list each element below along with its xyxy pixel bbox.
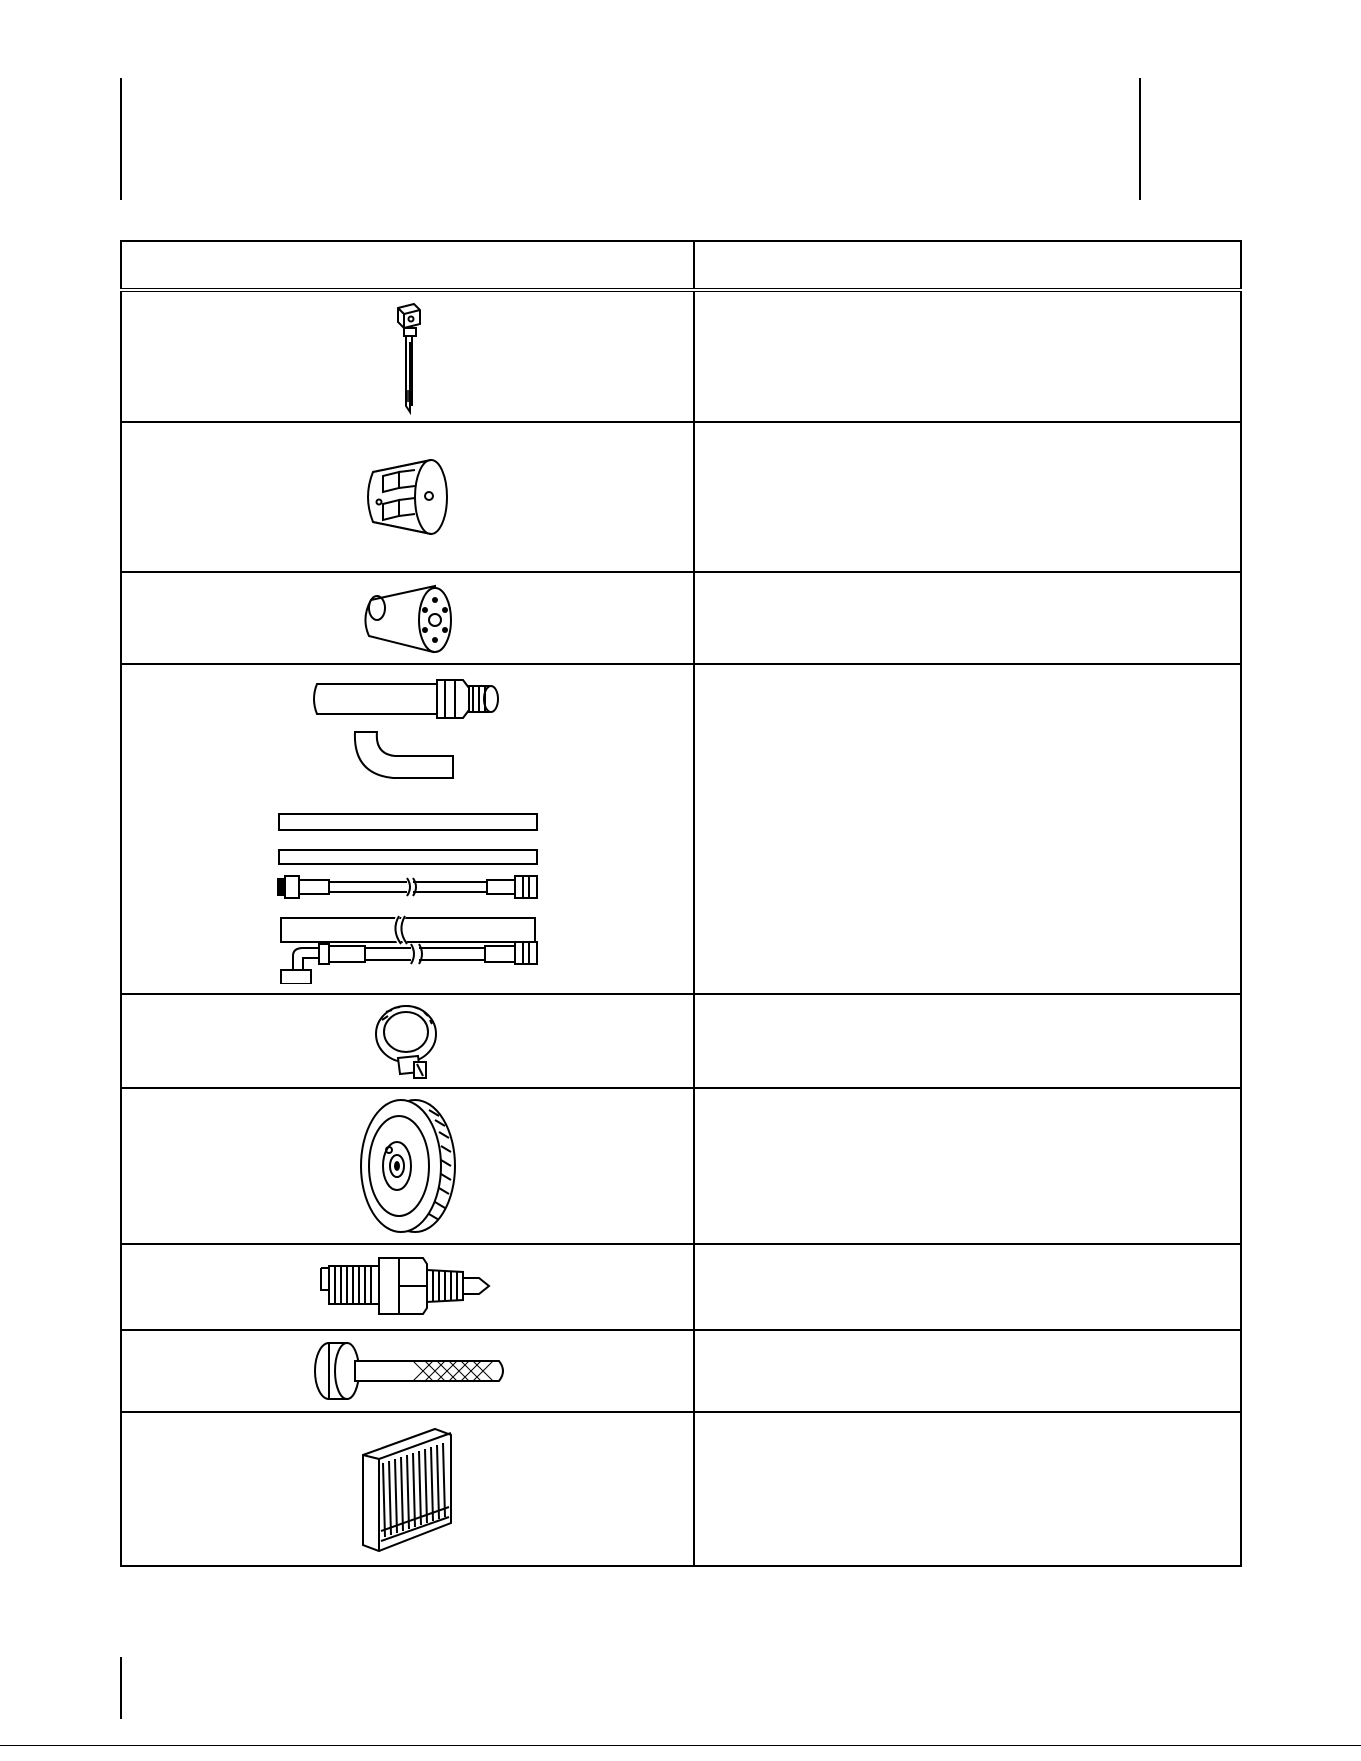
air-filter-icon bbox=[353, 1419, 463, 1559]
parts-table bbox=[120, 240, 1242, 1567]
part-description-cell bbox=[694, 1244, 1241, 1330]
table-row bbox=[121, 1088, 1241, 1244]
part-description-cell bbox=[694, 422, 1241, 572]
table-row bbox=[121, 994, 1241, 1088]
part-description-cell bbox=[694, 664, 1241, 994]
part-picture-cell bbox=[121, 994, 694, 1088]
part-picture-cell bbox=[121, 664, 694, 994]
top-right-margin-rule bbox=[1139, 78, 1141, 200]
part-picture-cell bbox=[121, 1088, 694, 1244]
part-description-cell bbox=[694, 572, 1241, 664]
bottom-left-margin-rule bbox=[120, 1657, 122, 1719]
dipstick-icon bbox=[378, 298, 438, 416]
table-row bbox=[121, 1412, 1241, 1566]
part-picture-cell bbox=[121, 422, 694, 572]
table-row bbox=[121, 664, 1241, 994]
part-description-cell bbox=[694, 1412, 1241, 1566]
part-description-cell bbox=[694, 1088, 1241, 1244]
header-part-picture bbox=[121, 241, 694, 290]
part-picture-cell bbox=[121, 290, 694, 422]
top-left-margin-rule bbox=[120, 78, 122, 200]
header-part-description bbox=[694, 241, 1241, 290]
part-picture-cell bbox=[121, 1412, 694, 1566]
bottom-page-rule bbox=[0, 1745, 1361, 1746]
table-row bbox=[121, 1244, 1241, 1330]
part-picture-cell bbox=[121, 572, 694, 664]
part-description-cell bbox=[694, 1330, 1241, 1412]
axle-pin-icon bbox=[303, 1339, 513, 1403]
table-row bbox=[121, 290, 1241, 422]
coupler-icon bbox=[353, 442, 463, 552]
part-description-cell bbox=[694, 994, 1241, 1088]
table-header-row bbox=[121, 241, 1241, 290]
hoses-icon bbox=[273, 674, 543, 984]
part-picture-cell bbox=[121, 1244, 694, 1330]
hose-clamp-icon bbox=[368, 998, 448, 1084]
table-row bbox=[121, 1330, 1241, 1412]
oil-filter-icon bbox=[353, 578, 463, 658]
spark-plug-icon bbox=[313, 1250, 503, 1324]
table-row bbox=[121, 572, 1241, 664]
part-picture-cell bbox=[121, 1330, 694, 1412]
part-description-cell bbox=[694, 290, 1241, 422]
table-row bbox=[121, 422, 1241, 572]
wheel-icon bbox=[353, 1094, 463, 1238]
